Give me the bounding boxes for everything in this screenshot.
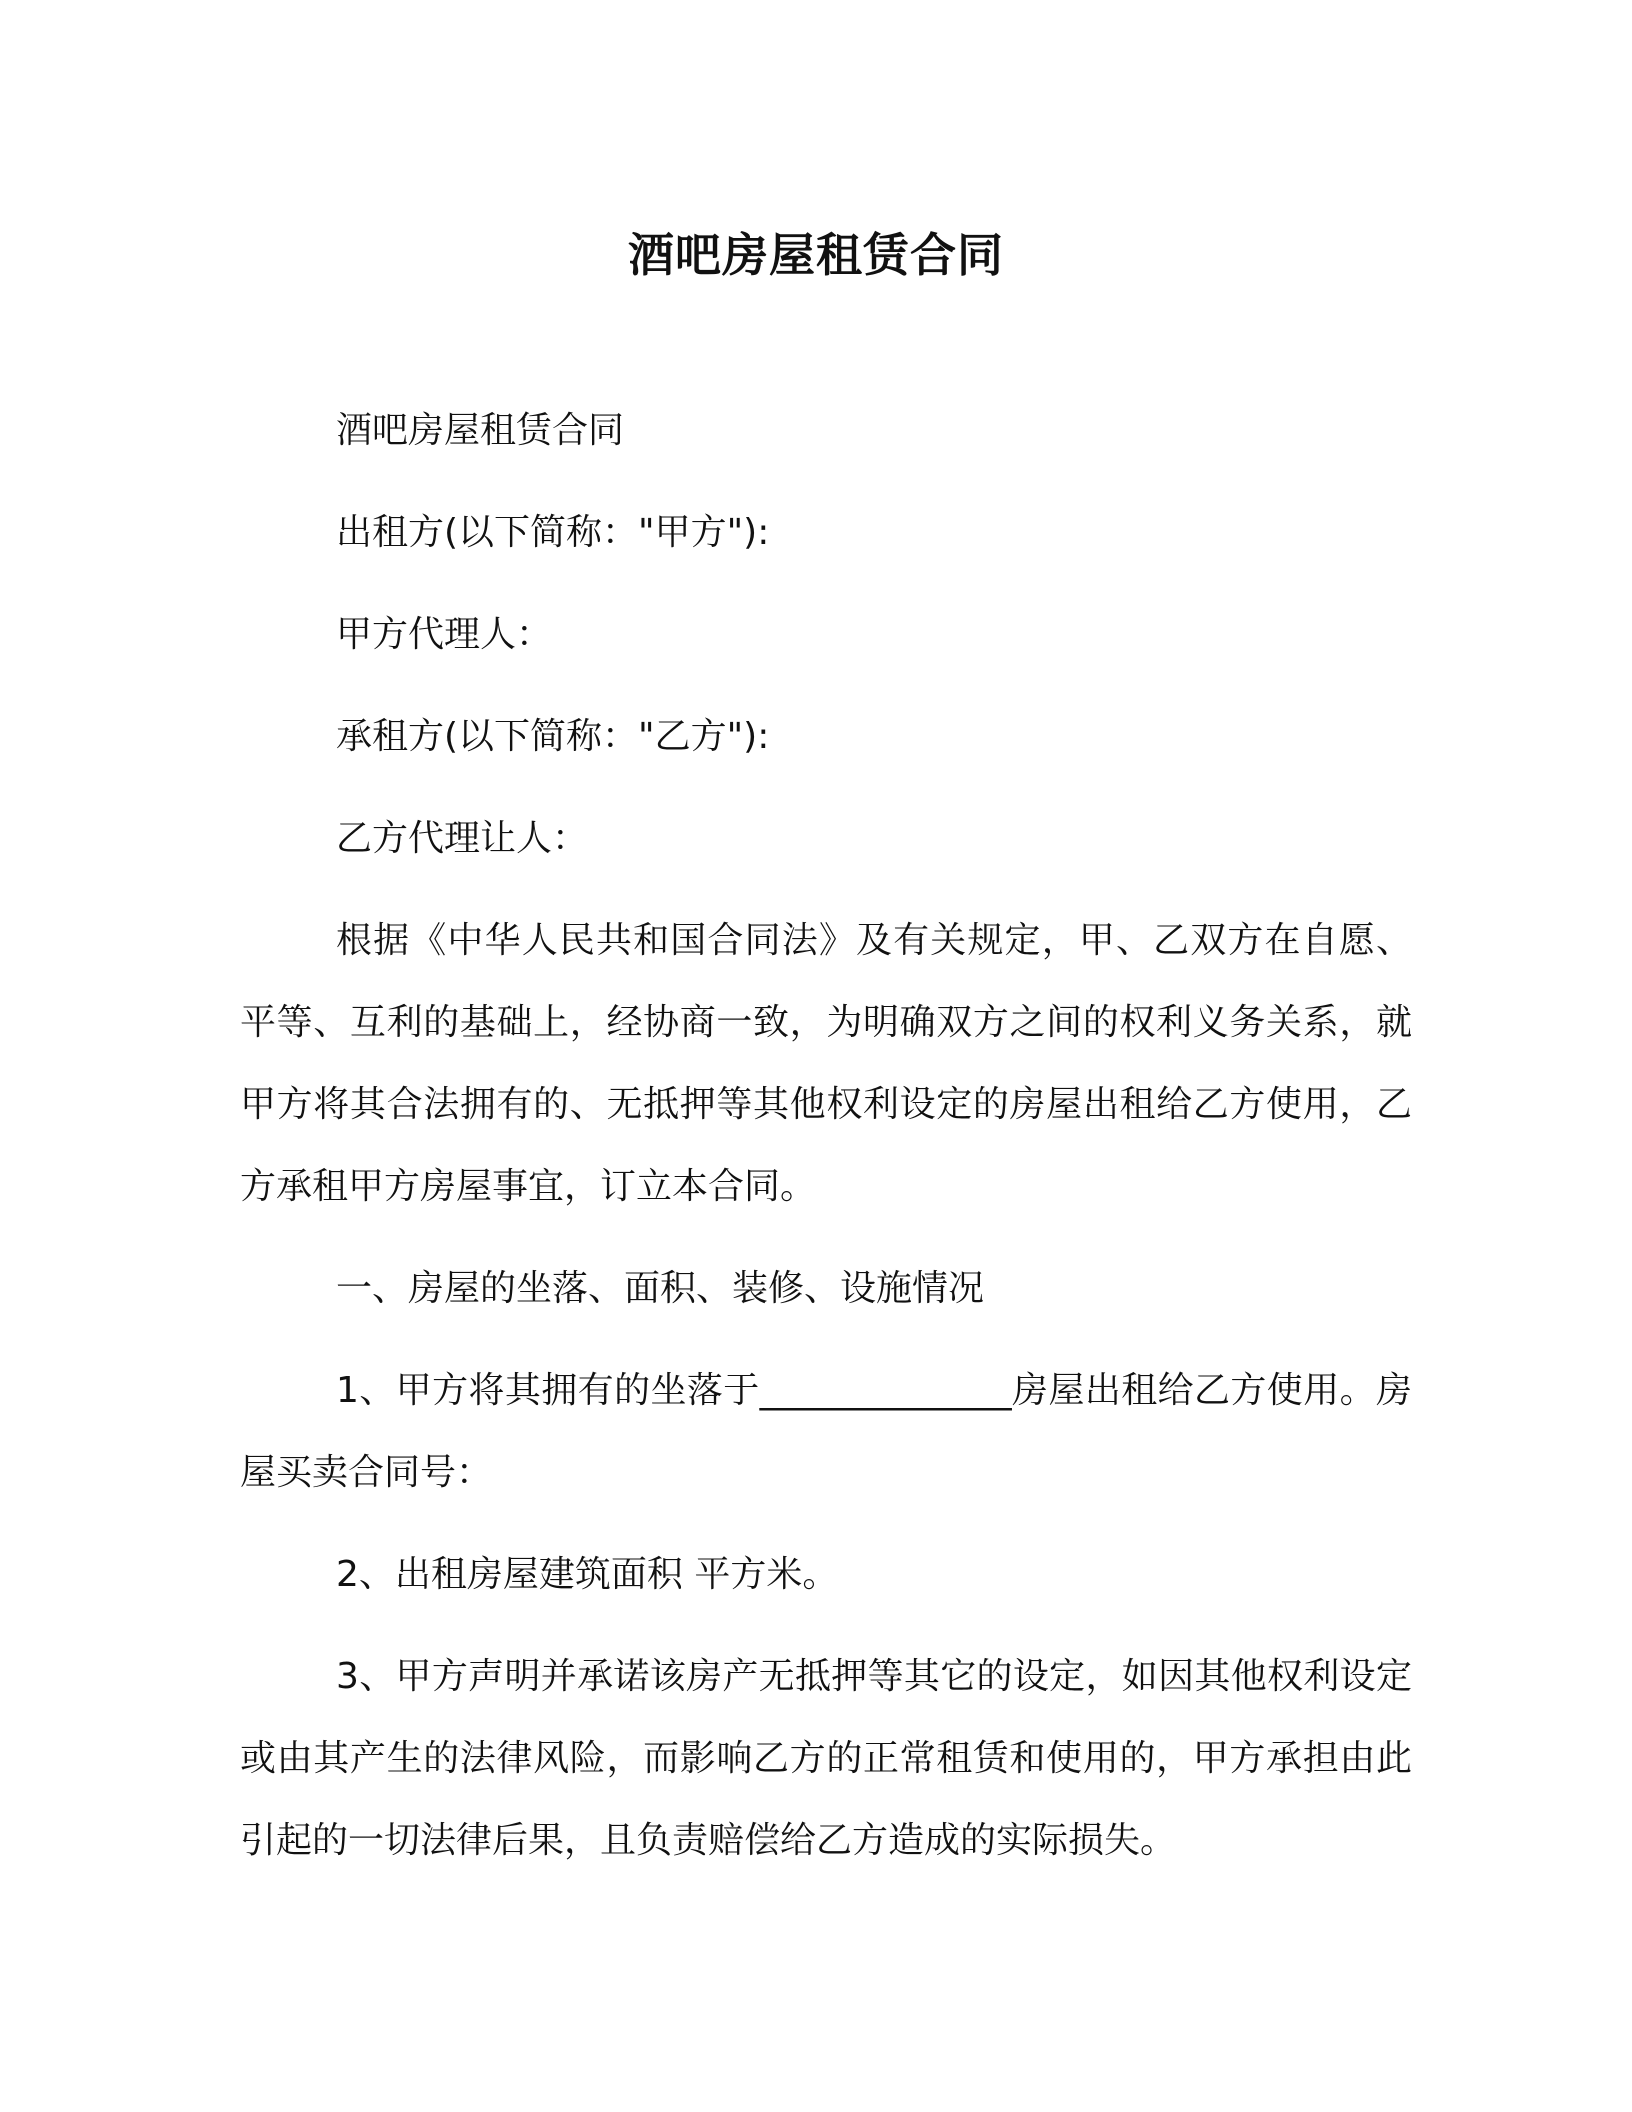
lessee-line: 承租方(以下简称："乙方"):: [336, 716, 770, 757]
lessor-line: 出租方(以下简称："甲方"):: [336, 512, 770, 553]
document-body: [240, 390, 1412, 1902]
clause-1-3: 3、甲方声明并承诺该房产无抵押等其它的设定，如因其他权利设定或由其产生的法律风险，而影响乙方的正常租赁和使用的，甲方承担由此引起的一切法律后果，且负责赔偿给乙方造成的实际损失。: [240, 1656, 1412, 1861]
document-title: 酒吧房屋租赁合同: [628, 228, 1004, 282]
lessee-agent-line: 乙方代理让人：: [336, 818, 589, 859]
clause-1-1: 1、甲方将其拥有的坐落于______________房屋出租给乙方使用。房屋买卖合同号：: [240, 1370, 1412, 1493]
contract-name: 酒吧房屋租赁合同: [336, 410, 625, 451]
lessor-agent-line: 甲方代理人：: [336, 614, 553, 655]
section-heading-1: 一、房屋的坐落、面积、装修、设施情况: [336, 1268, 985, 1309]
preamble-paragraph: 根据《中华人民共和国合同法》及有关规定，甲、乙双方在自愿、平等、互利的基础上，经协商一致，为明确双方之间的权利义务关系，就甲方将其合法拥有的、无抵押等其他权利设定的房屋出租给乙方使用，乙方承租甲方房屋事宜，订立本合同。: [240, 920, 1412, 1207]
clause-1-2: 2、出租房屋建筑面积 平方米。: [336, 1554, 839, 1595]
